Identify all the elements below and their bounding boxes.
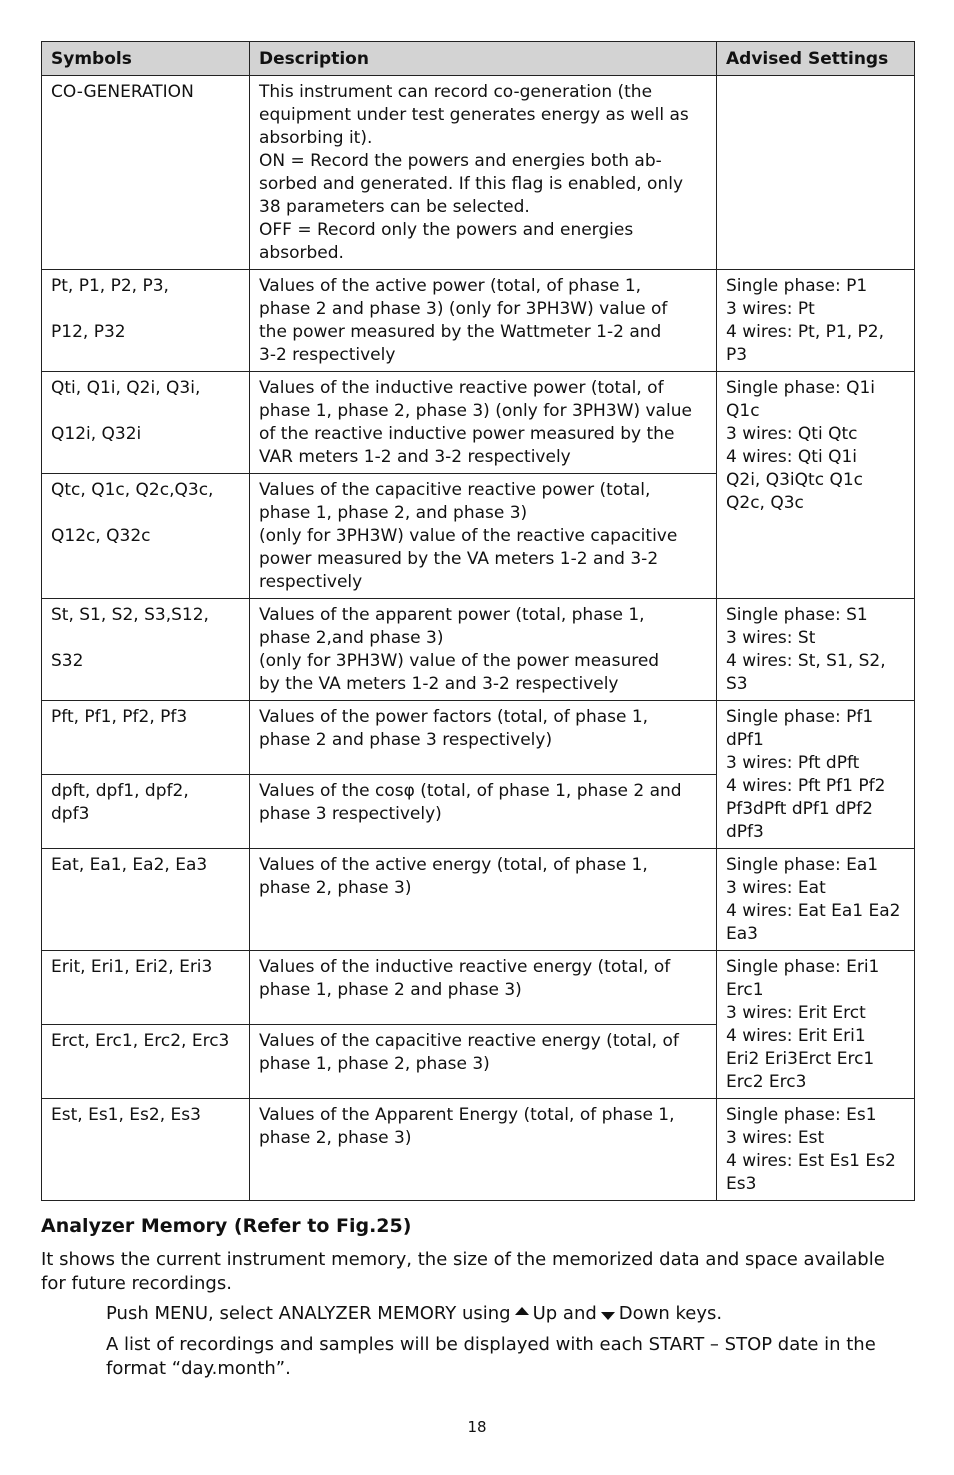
cell-line: P3 [726,345,748,365]
cell-line: Single phase: Es1 [726,1105,877,1125]
table-row [42,701,915,775]
cell-line: the power measured by the Wattmeter 1-2 and [259,322,662,342]
cell-line: S3 [726,674,748,694]
symbols-table [41,41,915,1201]
symbols-cell [42,951,250,1025]
cell-line: Erit, Eri1, Eri2, Eri3 [51,957,213,977]
table-row [42,1099,915,1201]
table-row [42,951,915,1025]
description-cell [250,1099,717,1201]
settings-cell [717,599,915,701]
cell-line: St, S1, S2, S3,S12, [51,605,209,625]
cell-line: Erct, Erc1, Erc2, Erc3 [51,1031,230,1051]
cell-line: Q12c, Q32c [51,526,151,546]
cell-line: phase 2 and phase 3 respectively) [259,730,553,750]
cell-line: dPf1 [726,730,764,750]
page-number: 18 [467,1418,487,1436]
cell-line: Single phase: P1 [726,276,868,296]
instruction-step-2: A list of recordings and samples will be displayed with each START – STOP date in the format “day.month”. [106,1334,876,1379]
cell-line: 3 wires: Erit Erct [726,1003,866,1023]
cell-line: 4 wires: Erit Eri1 [726,1026,866,1046]
cell-line: Pf3dPft dPf1 dPf2 [726,799,873,819]
cell-line: by the VA meters 1-2 and 3-2 respectively [259,674,619,694]
cell-line: Single phase: Eri1 [726,957,880,977]
settings-cell [717,849,915,951]
cell-line: CO-GENERATION [51,82,194,102]
table-row [42,849,915,951]
cell-line: Erc1 [726,980,764,1000]
description-cell [250,951,717,1025]
symbols-cell [42,474,250,599]
cell-line: 3-2 respectively [259,345,396,365]
settings-cell [717,951,915,1099]
cell-line: Erc2 Erc3 [726,1072,807,1092]
cell-line: (only for 3PH3W) value of the power measured [259,651,660,671]
description-cell [250,775,717,849]
step-text: Push MENU, select ANALYZER MEMORY using [106,1303,511,1324]
cell-line: Values of the inductive reactive energy (total, of [259,957,671,977]
table-row [42,599,915,701]
cell-line: Q2i, Q3iQtc Q1c [726,470,863,490]
cell-line: Es3 [726,1174,757,1194]
symbols-cell [42,372,250,474]
cell-line: Eat, Ea1, Ea2, Ea3 [51,855,208,875]
cell-line: phase 1, phase 2, phase 3) (only for 3PH3W) value [259,401,692,421]
description-cell [250,701,717,775]
cell-line: of the reactive inductive power measured by the [259,424,675,444]
cell-line: 3 wires: Est [726,1128,825,1148]
cell-line: phase 1, phase 2, phase 3) [259,1054,490,1074]
step-text: Down keys. [618,1303,723,1324]
cell-line: Values of the capacitive reactive energy (total, of [259,1031,679,1051]
cell-line: equipment under test generates energy as well as [259,105,689,125]
symbols-cell [42,76,250,270]
cell-line: P12, P32 [51,322,126,342]
cell-line: Q1c [726,401,760,421]
symbols-cell [42,775,250,849]
cell-line: phase 1, phase 2 and phase 3) [259,980,522,1000]
header-description: Description [250,42,717,76]
symbols-cell [42,849,250,951]
table-row [42,76,915,270]
cell-line: Values of the apparent power (total, phase 1, [259,605,645,625]
cell-line: absorbing it). [259,128,373,148]
cell-line: Values of the active energy (total, of phase 1, [259,855,648,875]
down-arrow-icon [601,1312,615,1320]
cell-line: dPf3 [726,822,764,842]
cell-line: dpf3 [51,804,90,824]
cell-line: absorbed. [259,243,344,263]
cell-line: 4 wires: Qti Q1i [726,447,858,467]
cell-line: Qti, Q1i, Q2i, Q3i, [51,378,201,398]
symbols-cell [42,1099,250,1201]
header-advised-settings: Advised Settings [717,42,915,76]
header-symbols: Symbols [42,42,250,76]
cell-line: 4 wires: Eat Ea1 Ea2 [726,901,901,921]
section-paragraph: It shows the current instrument memory, the size of the memorized data and space available for future recordings. [41,1249,885,1294]
settings-cell [717,1099,915,1201]
cell-line: 3 wires: Pft dPft [726,753,860,773]
description-cell [250,76,717,270]
description-cell [250,270,717,372]
settings-cell [717,372,915,599]
cell-line: phase 1, phase 2, and phase 3) [259,503,528,523]
cell-line: Est, Es1, Es2, Es3 [51,1105,201,1125]
cell-line: phase 2,and phase 3) [259,628,444,648]
step-text: Up and [532,1303,597,1324]
cell-line: 3 wires: Qti Qtc [726,424,858,444]
symbols-cell [42,701,250,775]
cell-line: respectively [259,572,363,592]
table-row [42,270,915,372]
cell-line: Values of the cosφ (total, of phase 1, phase 2 and [259,781,682,801]
cell-line: Values of the active power (total, of phase 1, [259,276,642,296]
description-cell [250,1025,717,1099]
cell-line: phase 2 and phase 3) (only for 3PH3W) value of [259,299,668,319]
cell-line: Single phase: Ea1 [726,855,879,875]
cell-line: Single phase: S1 [726,605,868,625]
cell-line: Single phase: Pf1 [726,707,874,727]
cell-line: Eri2 Eri3Erct Erc1 [726,1049,875,1069]
cell-line: 4 wires: Est Es1 Es2 [726,1151,896,1171]
cell-line: phase 2, phase 3) [259,878,412,898]
cell-line: 3 wires: St [726,628,816,648]
settings-cell [717,76,915,270]
cell-line: OFF = Record only the powers and energies [259,220,634,240]
table-row [42,372,915,474]
settings-cell [717,270,915,372]
cell-line: 4 wires: Pt, P1, P2, [726,322,884,342]
instruction-step-1 [106,1302,906,1326]
cell-line: Q12i, Q32i [51,424,142,444]
cell-line: This instrument can record co-generation (the [259,82,653,102]
cell-line: 4 wires: Pft Pf1 Pf2 [726,776,886,796]
description-cell [250,599,717,701]
cell-line: S32 [51,651,84,671]
cell-line: Qtc, Q1c, Q2c,Q3c, [51,480,214,500]
cell-line: Values of the inductive reactive power (total, of [259,378,664,398]
cell-line: 3 wires: Pt [726,299,815,319]
symbols-cell [42,1025,250,1099]
symbols-cell [42,270,250,372]
cell-line: 38 parameters can be selected. [259,197,530,217]
cell-line: Single phase: Q1i [726,378,876,398]
section-title: Analyzer Memory (Refer to Fig.25) [41,1215,412,1237]
cell-line: (only for 3PH3W) value of the reactive capacitive [259,526,678,546]
settings-cell [717,701,915,849]
cell-line: ON = Record the powers and energies both ab- [259,151,662,171]
description-cell [250,849,717,951]
cell-line: phase 2, phase 3) [259,1128,412,1148]
description-cell [250,372,717,474]
cell-line: phase 3 respectively) [259,804,442,824]
symbols-cell [42,599,250,701]
cell-line: VAR meters 1-2 and 3-2 respectively [259,447,571,467]
cell-line: Ea3 [726,924,758,944]
cell-line: Q2c, Q3c [726,493,804,513]
cell-line: Values of the Apparent Energy (total, of phase 1, [259,1105,675,1125]
up-arrow-icon [515,1307,529,1315]
cell-line: 3 wires: Eat [726,878,826,898]
cell-line: Values of the power factors (total, of phase 1, [259,707,649,727]
cell-line: Pt, P1, P2, P3, [51,276,169,296]
cell-line: sorbed and generated. If this flag is enabled, only [259,174,684,194]
cell-line: dpft, dpf1, dpf2, [51,781,189,801]
cell-line: Values of the capacitive reactive power (total, [259,480,651,500]
cell-line: 4 wires: St, S1, S2, [726,651,886,671]
cell-line: power measured by the VA meters 1-2 and 3-2 [259,549,659,569]
description-cell [250,474,717,599]
cell-line: Pft, Pf1, Pf2, Pf3 [51,707,188,727]
table-header-row [42,42,915,76]
